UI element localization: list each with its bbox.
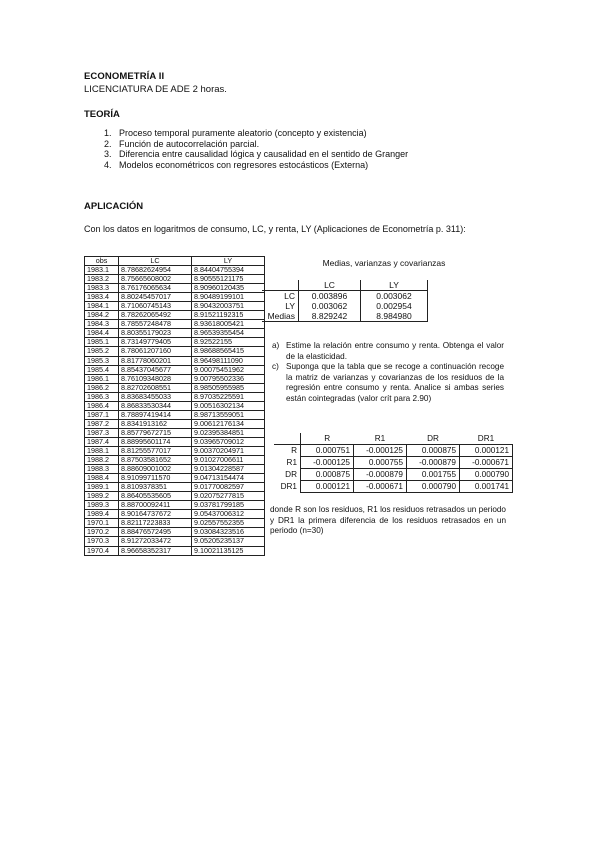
table-cell-ly: 8.93618005421 (192, 320, 265, 329)
table-cell-ly: 9.05205235137 (192, 537, 265, 546)
table-cell-ly: 8.98713559051 (192, 410, 265, 419)
residuals-cell: -0.000125 (354, 445, 407, 457)
table-cell-obs: 1988.2 (85, 456, 119, 465)
document-title: ECONOMETRÍA II (84, 71, 165, 82)
mvc-cell: 0.003896 (299, 291, 361, 302)
table-cell-ly: 9.02557552355 (192, 519, 265, 528)
mvc-cell: 0.003062 (299, 301, 361, 311)
residuals-row-label: DR1 (274, 481, 301, 493)
table-cell-lc: 8.78061207160 (119, 347, 192, 356)
mvc-cell: 0.002954 (361, 301, 428, 311)
table-cell-ly: 8.90555121175 (192, 275, 265, 284)
question-item (272, 362, 504, 404)
table-cell-lc: 8.82117223833 (119, 519, 192, 528)
header-obs: obs (85, 257, 119, 266)
table-cell-obs: 1988.3 (85, 465, 119, 474)
table-cell-lc: 8.8341913162 (119, 419, 192, 428)
table-cell-obs: 1984.1 (85, 302, 119, 311)
table-cell-lc: 8.85779672715 (119, 428, 192, 437)
residuals-row (274, 445, 513, 457)
theory-item-text: Modelos econométricos con regresores estocásticos (Externa) (119, 160, 369, 171)
table-row (85, 347, 265, 356)
table-cell-lc: 8.86405535605 (119, 492, 192, 501)
residuals-row (274, 469, 513, 481)
question-label: c) (272, 362, 279, 372)
table-row (85, 401, 265, 410)
header-ly: LY (192, 257, 265, 266)
table-cell-lc: 8.81255577017 (119, 446, 192, 455)
table-cell-lc: 8.91272033472 (119, 537, 192, 546)
theory-item (104, 128, 464, 139)
table-cell-obs: 1985.1 (85, 338, 119, 347)
mvc-row (262, 291, 428, 302)
table-cell-ly: 9.02075277815 (192, 492, 265, 501)
table-cell-ly: 8.84404755394 (192, 266, 265, 275)
table-row (85, 356, 265, 365)
data-table (84, 256, 265, 556)
table-cell-obs: 1970.4 (85, 546, 119, 555)
mvc-row (262, 311, 428, 322)
question-label: a) (272, 341, 280, 350)
table-cell-ly: 9.10021135125 (192, 546, 265, 555)
table-cell-ly: 8.98505955985 (192, 383, 265, 392)
residuals-header-dr1: DR1 (460, 433, 513, 445)
table-row (85, 410, 265, 419)
table-cell-lc: 8.88995601174 (119, 437, 192, 446)
table-cell-ly: 9.05437006312 (192, 510, 265, 519)
theory-list (104, 128, 464, 171)
table-cell-lc: 8.73149779405 (119, 338, 192, 347)
table-row (85, 365, 265, 374)
table-cell-lc: 8.76176065634 (119, 284, 192, 293)
residuals-cell: 0.000790 (407, 481, 460, 493)
table-cell-obs: 1987.1 (85, 410, 119, 419)
application-heading: APLICACIÓN (84, 201, 144, 212)
residuals-note: donde R son los residuos, R1 los residuos retrasados un periodo y DR1 la primera diferencia de los residuos retrasados en un periodo (n=30) (270, 505, 506, 536)
table-row (85, 546, 265, 555)
table-cell-obs: 1983.1 (85, 266, 119, 275)
table-row (85, 383, 265, 392)
residuals-header-r1: R1 (354, 433, 407, 445)
table-cell-obs: 1989.4 (85, 510, 119, 519)
table-cell-lc: 8.88609001002 (119, 465, 192, 474)
table-row (85, 329, 265, 338)
mvc-cell: 8.984980 (361, 311, 428, 322)
table-cell-lc: 8.8109378351 (119, 483, 192, 492)
mvc-row-label: LC (262, 291, 299, 302)
residuals-cell: -0.000671 (460, 457, 513, 469)
table-row (85, 392, 265, 401)
table-cell-ly: 9.00795502336 (192, 374, 265, 383)
theory-item (104, 160, 464, 171)
residuals-cell: -0.000879 (407, 457, 460, 469)
mvc-table (262, 280, 428, 322)
question-list (272, 341, 504, 405)
table-cell-ly: 9.02395384851 (192, 428, 265, 437)
residuals-corner (274, 433, 301, 445)
table-cell-lc: 8.88700092411 (119, 501, 192, 510)
application-intro: Con los datos en logaritmos de consumo, LC, y renta, LY (Aplicaciones de Econometría p. 311): (84, 224, 466, 234)
theory-item-text: Diferencia entre causalidad lógica y causalidad en el sentido de Granger (119, 149, 409, 160)
table-cell-ly: 9.03965709012 (192, 437, 265, 446)
table-cell-lc: 8.82702608551 (119, 383, 192, 392)
theory-item-number: 3. (104, 149, 112, 160)
residuals-cell: 0.000755 (354, 457, 407, 469)
table-cell-ly: 9.00370204971 (192, 446, 265, 455)
table-cell-ly: 8.90960120435 (192, 284, 265, 293)
question-item (272, 341, 504, 362)
table-cell-obs: 1983.2 (85, 275, 119, 284)
table-cell-lc: 8.76109348028 (119, 374, 192, 383)
table-cell-obs: 1984.4 (85, 329, 119, 338)
table-row (85, 374, 265, 383)
table-cell-lc: 8.75665608002 (119, 275, 192, 284)
mvc-header-lc: LC (299, 280, 361, 291)
table-cell-obs: 1970.3 (85, 537, 119, 546)
table-cell-lc: 8.78897419414 (119, 410, 192, 419)
residuals-row-label: R1 (274, 457, 301, 469)
theory-item-text: Proceso temporal puramente aleatorio (concepto y existencia) (119, 128, 367, 138)
table-cell-obs: 1986.2 (85, 383, 119, 392)
table-cell-obs: 1987.4 (85, 437, 119, 446)
table-cell-obs: 1984.3 (85, 320, 119, 329)
table-cell-lc: 8.85437045677 (119, 365, 192, 374)
residuals-table (274, 433, 513, 493)
residuals-cell: 0.000121 (301, 481, 354, 493)
residuals-cell: 0.000790 (460, 469, 513, 481)
residuals-cell: 0.001755 (407, 469, 460, 481)
table-cell-obs: 1988.4 (85, 474, 119, 483)
residuals-cell: 0.000751 (301, 445, 354, 457)
table-cell-ly: 8.97035225591 (192, 392, 265, 401)
residuals-cell: 0.001741 (460, 481, 513, 493)
table-cell-lc: 8.91099711570 (119, 474, 192, 483)
theory-item-number: 4. (104, 160, 112, 171)
table-cell-lc: 8.71060745143 (119, 302, 192, 311)
table-cell-ly: 8.91521192315 (192, 311, 265, 320)
table-cell-lc: 8.78262065492 (119, 311, 192, 320)
table-cell-lc: 8.80355179023 (119, 329, 192, 338)
document-subtitle: LICENCIATURA DE ADE 2 horas. (84, 84, 227, 95)
residuals-cell: 0.000875 (301, 469, 354, 481)
residuals-row-label: R (274, 445, 301, 457)
table-cell-lc: 8.81778060201 (119, 356, 192, 365)
table-cell-lc: 8.83683455033 (119, 392, 192, 401)
mvc-corner (262, 280, 299, 291)
table-cell-ly: 9.03084323516 (192, 528, 265, 537)
table-cell-obs: 1970.2 (85, 528, 119, 537)
residuals-row (274, 481, 513, 493)
table-cell-lc: 8.78682624954 (119, 266, 192, 275)
table-cell-lc: 8.78557248478 (119, 320, 192, 329)
residuals-header-dr: DR (407, 433, 460, 445)
table-cell-ly: 8.96498111090 (192, 356, 265, 365)
mvc-row-label: Medias (262, 311, 299, 322)
table-cell-obs: 1986.4 (85, 401, 119, 410)
table-cell-ly: 8.98688565415 (192, 347, 265, 356)
mvc-header-ly: LY (361, 280, 428, 291)
table-cell-ly: 9.04713154474 (192, 474, 265, 483)
table-cell-lc: 8.90164737672 (119, 510, 192, 519)
table-cell-ly: 9.01304228587 (192, 465, 265, 474)
table-cell-obs: 1989.1 (85, 483, 119, 492)
residuals-header-r: R (301, 433, 354, 445)
theory-item-number: 1. (104, 128, 112, 138)
table-cell-ly: 8.90489199101 (192, 293, 265, 302)
table-cell-obs: 1983.4 (85, 293, 119, 302)
mvc-row-label: LY (262, 301, 299, 311)
residuals-cell: -0.000879 (354, 469, 407, 481)
table-cell-obs: 1986.3 (85, 392, 119, 401)
table-cell-obs: 1989.3 (85, 501, 119, 510)
theory-item-text: Función de autocorrelación parcial. (119, 138, 260, 149)
residuals-cell: 0.000875 (407, 445, 460, 457)
table-cell-lc: 8.88476572495 (119, 528, 192, 537)
table-cell-lc: 8.96658352317 (119, 546, 192, 555)
residuals-cell: -0.000671 (354, 481, 407, 493)
theory-heading: TEORÍA (84, 109, 120, 120)
table-cell-ly: 8.90432003751 (192, 302, 265, 311)
table-cell-obs: 1985.4 (85, 365, 119, 374)
table-cell-obs: 1989.2 (85, 492, 119, 501)
table-cell-obs: 1987.2 (85, 419, 119, 428)
theory-item-number: 2. (104, 138, 112, 149)
table-cell-ly: 9.00075451962 (192, 365, 265, 374)
table-cell-obs: 1985.3 (85, 356, 119, 365)
header-lc: LC (119, 257, 192, 266)
table-cell-lc: 8.86833530344 (119, 401, 192, 410)
question-text: Suponga que la tabla que se recoge a continuación recoge la matriz de varianzas y covarianzas de los residuos de la regresión entre consumo y renta. Analice si ambas series están cointegradas (valor crít para 2.90) (286, 362, 504, 403)
mvc-row (262, 301, 428, 311)
mvc-cell: 0.003062 (361, 291, 428, 302)
table-cell-ly: 9.00516302134 (192, 401, 265, 410)
table-cell-obs: 1970.1 (85, 519, 119, 528)
table-cell-obs: 1984.2 (85, 311, 119, 320)
table-cell-obs: 1988.1 (85, 446, 119, 455)
residuals-row (274, 457, 513, 469)
table-cell-obs: 1986.1 (85, 374, 119, 383)
table-cell-ly: 9.01027006611 (192, 456, 265, 465)
mvc-title: Medias, varianzas y covarianzas (322, 258, 446, 268)
table-cell-ly: 8.96539355454 (192, 329, 265, 338)
theory-item (104, 149, 464, 160)
table-cell-ly: 9.01770082597 (192, 483, 265, 492)
theory-item (104, 139, 464, 150)
question-text: Estime la relación entre consumo y renta. Obtenga el valor de la elasticidad. (286, 341, 504, 361)
table-cell-obs: 1983.3 (85, 284, 119, 293)
table-cell-ly: 9.00612176134 (192, 419, 265, 428)
residuals-cell: -0.000125 (301, 457, 354, 469)
table-cell-lc: 8.80245457017 (119, 293, 192, 302)
table-cell-ly: 8.92522155 (192, 338, 265, 347)
table-cell-obs: 1985.2 (85, 347, 119, 356)
table-cell-lc: 8.87503581652 (119, 456, 192, 465)
table-cell-ly: 9.03781799185 (192, 501, 265, 510)
table-cell-obs: 1987.3 (85, 428, 119, 437)
residuals-row-label: DR (274, 469, 301, 481)
mvc-cell: 8.829242 (299, 311, 361, 322)
table-row (85, 537, 265, 546)
residuals-cell: 0.000121 (460, 445, 513, 457)
